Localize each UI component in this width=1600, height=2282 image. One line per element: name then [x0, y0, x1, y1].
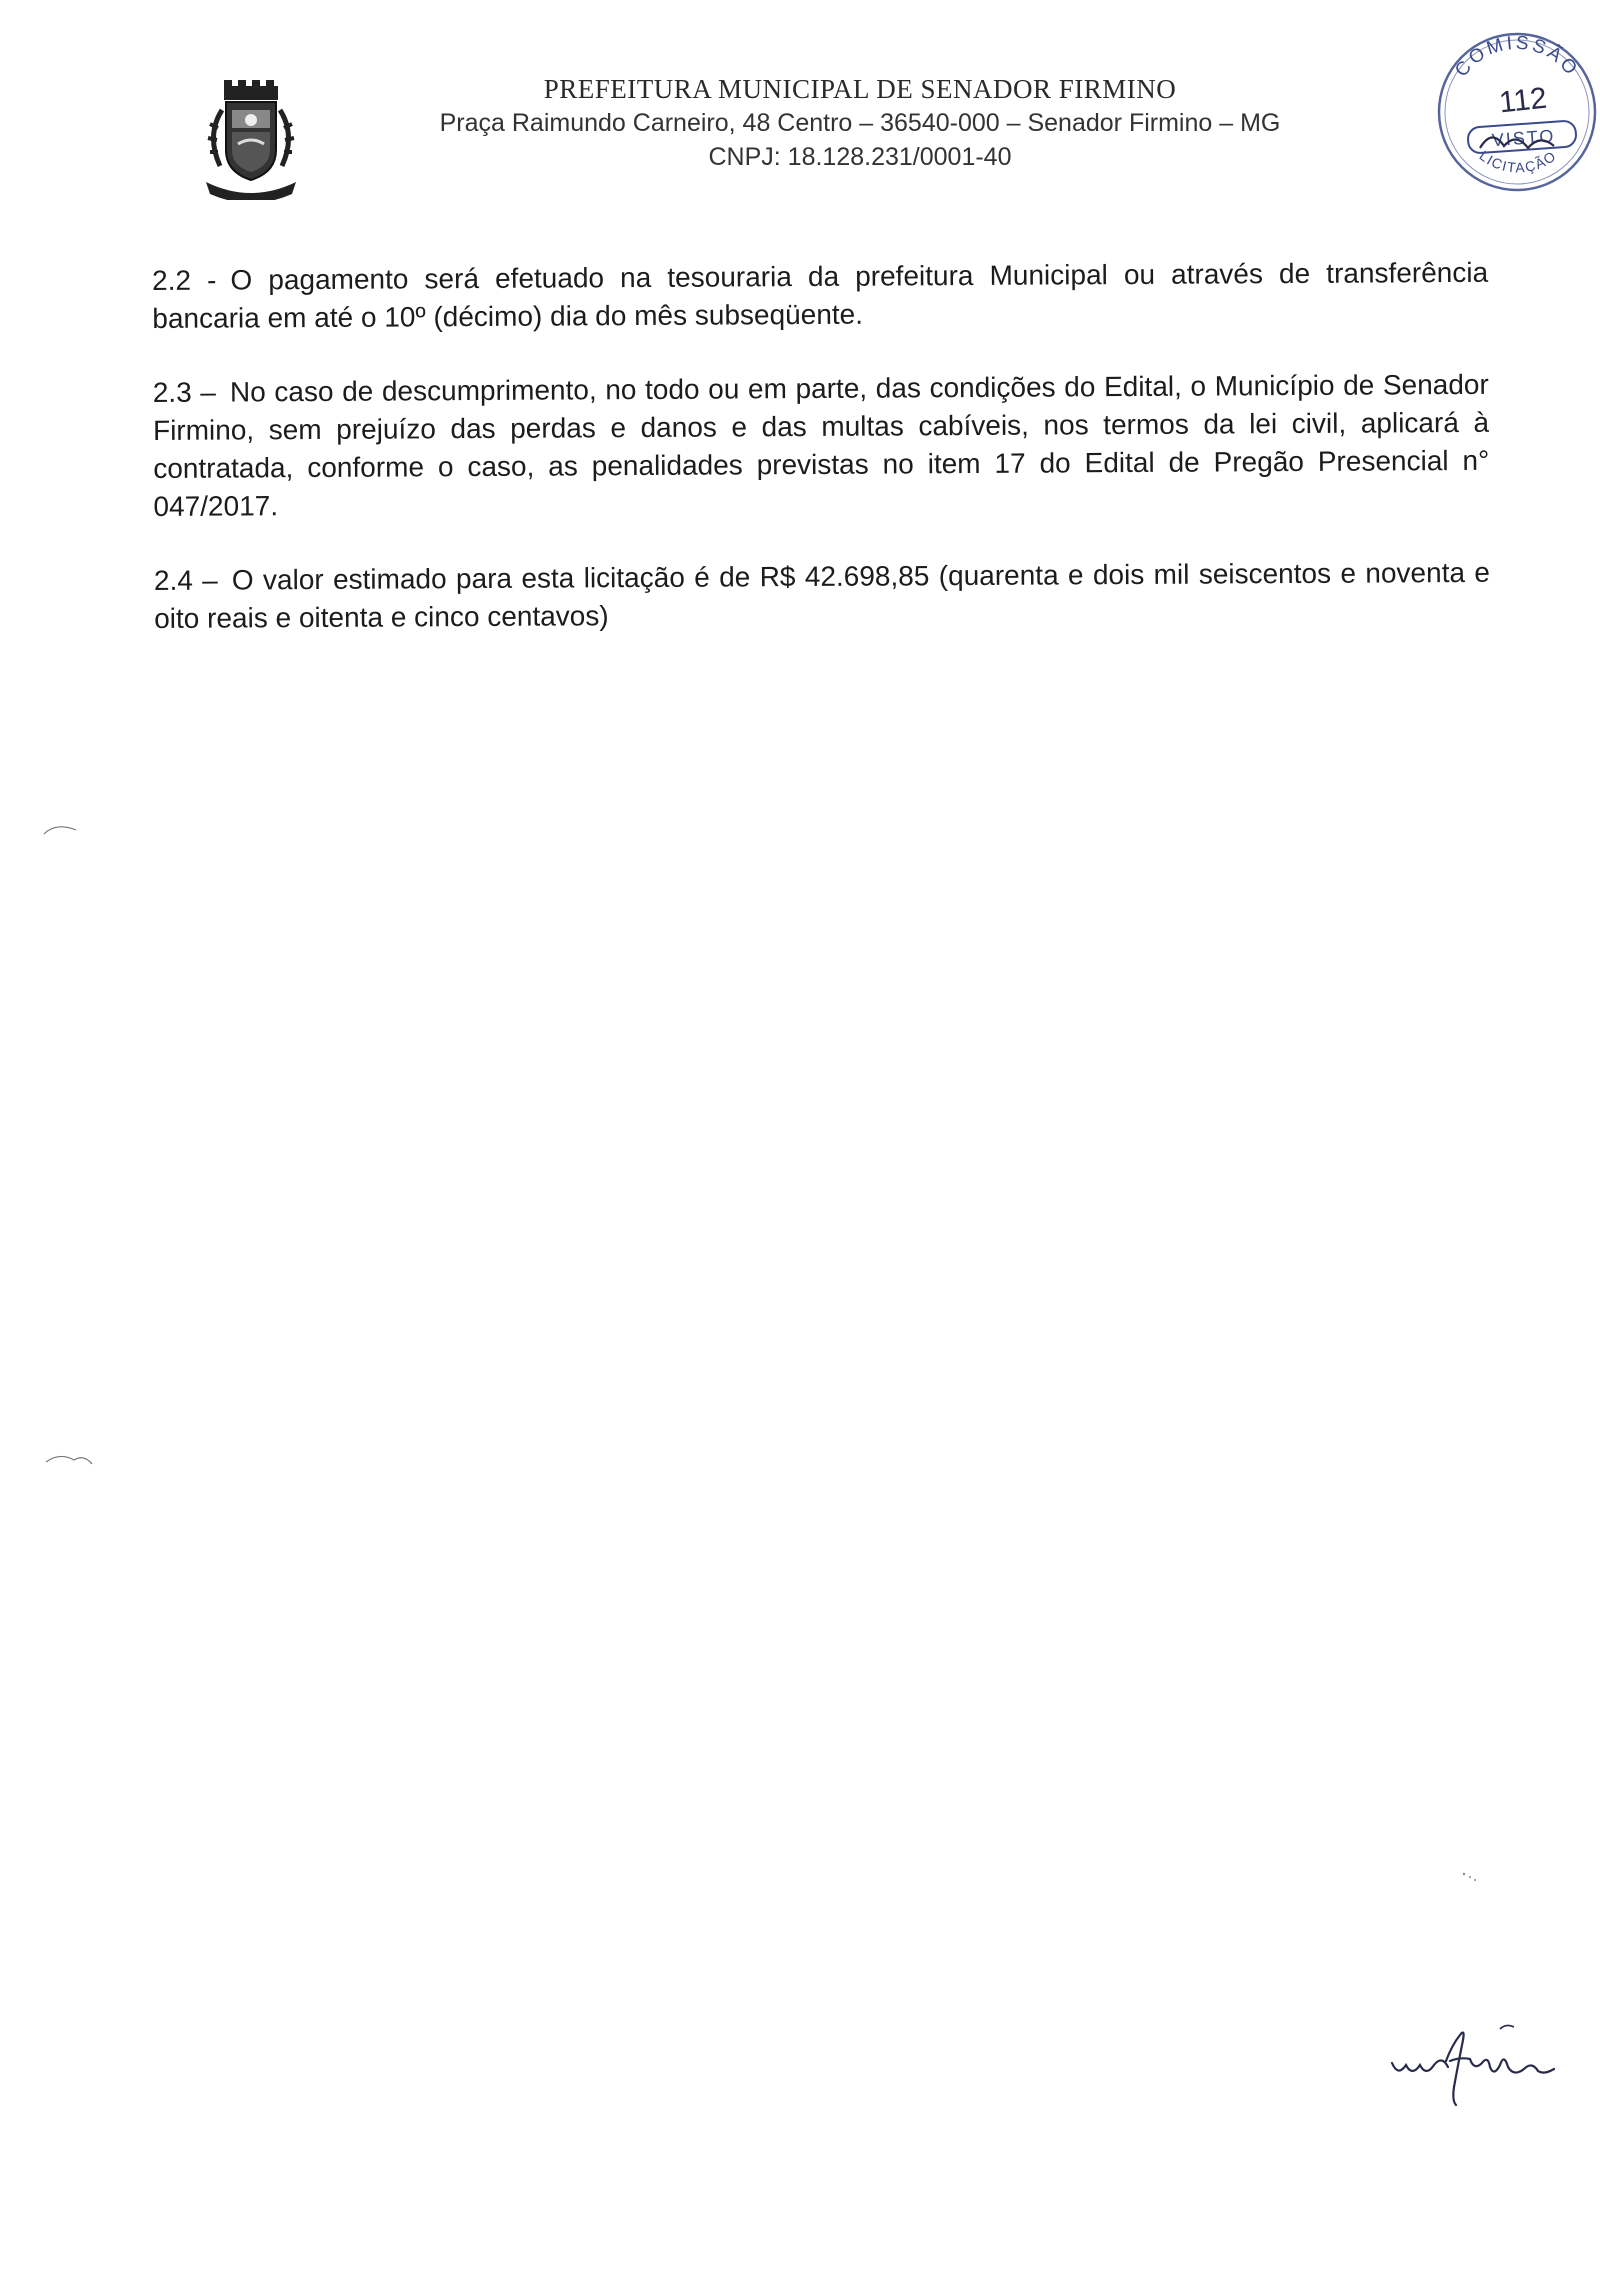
clause-number: 2.3 –: [152, 376, 217, 408]
stamp-top-text: COMISSÃO: [1451, 32, 1583, 82]
stamp-bottom-text: LICITAÇÃO: [1476, 147, 1560, 176]
header-title: PREFEITURA MUNICIPAL DE SENADOR FIRMINO: [543, 74, 1177, 104]
clause-2-2: [152, 254, 1488, 338]
scan-artifact: [1460, 1870, 1480, 1884]
signature-initials: [1388, 2015, 1558, 2110]
commission-stamp: [1432, 24, 1600, 199]
svg-text:LICITAÇÃO: [1476, 147, 1559, 175]
clause-2-4: [154, 554, 1490, 638]
clause-number: 2.4 –: [153, 564, 218, 596]
stamp-visto-text: VISTO: [1491, 125, 1557, 151]
clause-text: No caso de descumprimento, no todo ou em parte, das condições do Edital, o Município de Senador Firmino, sem prejuízo das perdas e danos e das multas cabíveis, nos termos da lei civil, aplicará à contratada, conforme o caso, as penalidades previstas no item 17 do Edital de Pregão Presencial n° 047/2017.: [152, 368, 1490, 522]
header-text-block: [360, 72, 1360, 174]
scan-artifact: [42, 820, 82, 838]
document-body: [152, 254, 1490, 674]
coat-of-arms-icon: [196, 80, 306, 200]
clause-2-3: [153, 366, 1490, 526]
header-address: Praça Raimundo Carneiro, 48 Centro – 36540-000 – Senador Firmino – MG: [439, 109, 1281, 137]
clause-text: O valor estimado para esta licitação é de R$ 42.698,85 (quarenta e dois mil seiscentos e noventa e oito reais e oitenta e cinco centavos): [154, 556, 1491, 634]
header-cnpj: CNPJ: 18.128.231/0001-40: [708, 143, 1012, 171]
clause-number: 2.2 -: [152, 264, 217, 296]
clause-text: O pagamento será efetuado na tesouraria da prefeitura Municipal ou através de transferência bancaria em até o 10º (décimo) dia do mês subseqüente.: [152, 256, 1489, 334]
document-header: [0, 0, 1600, 230]
svg-text:COMISSÃO: [1451, 33, 1583, 82]
scan-artifact: [44, 1448, 94, 1470]
stamp-page-number: 112: [1497, 81, 1549, 120]
